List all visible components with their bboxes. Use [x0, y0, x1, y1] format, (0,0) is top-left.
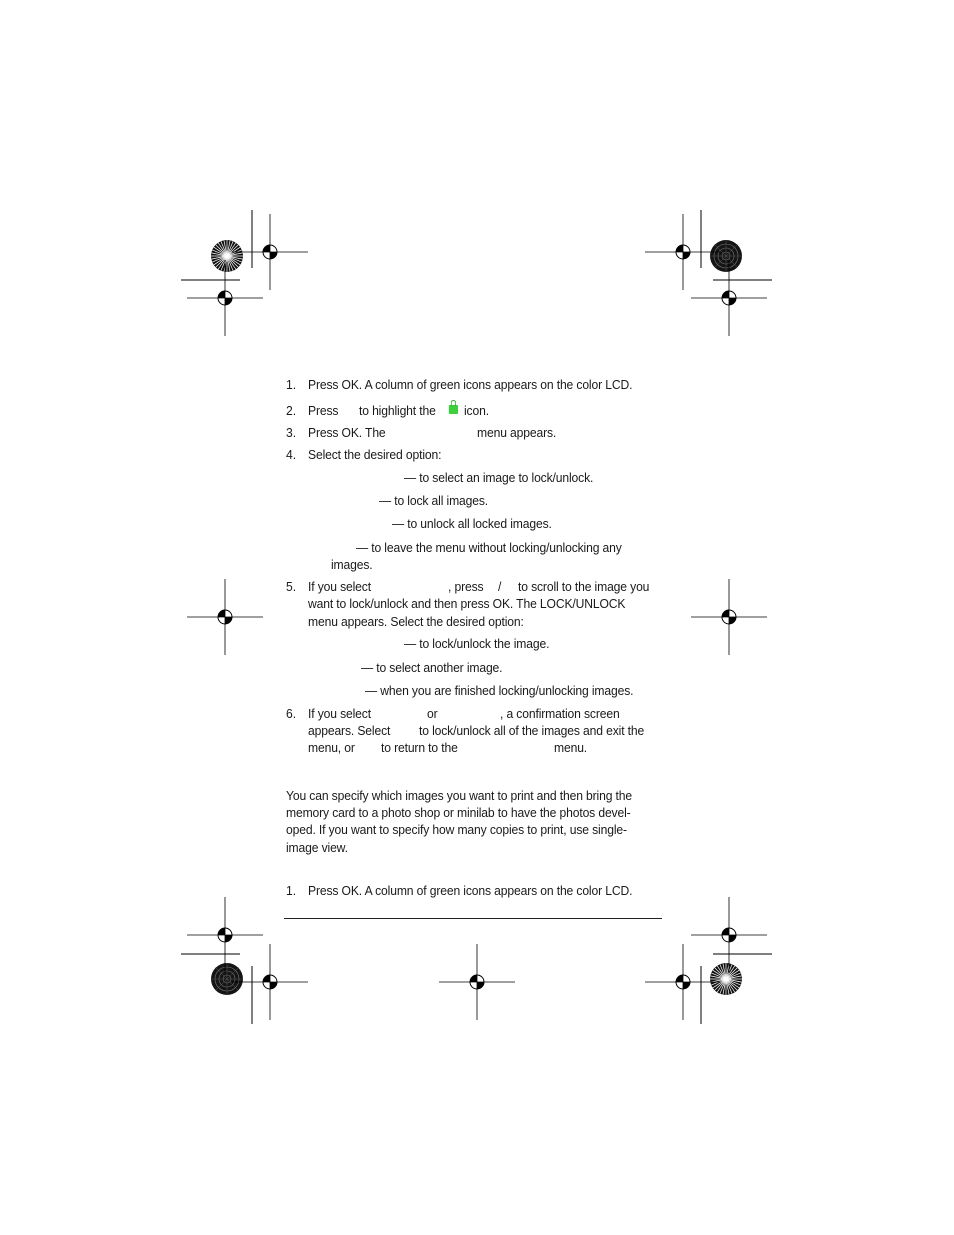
step-text-highlight: to highlight the: [359, 403, 436, 418]
option-text: — to unlock all locked images.: [392, 516, 552, 531]
step-text-icon: icon.: [464, 403, 489, 418]
step-text: If you select: [308, 579, 371, 594]
step-text-press-ok: Press OK. The: [308, 425, 386, 440]
option-text: — to leave the menu without locking/unlocking any: [356, 540, 622, 555]
step-text: menu.: [554, 740, 588, 755]
step-number: 3.: [286, 425, 297, 440]
step-text-press: Press: [308, 403, 339, 418]
step-text: appears. Select: [308, 723, 391, 738]
option-text: — to select an image to lock/unlock.: [404, 470, 594, 485]
step-text: menu appears. Select the desired option:: [308, 614, 524, 629]
step-number: 1.: [286, 883, 297, 898]
step-text: If you select: [308, 706, 371, 721]
option-text-continued: images.: [331, 557, 373, 572]
step-text: Press OK. A column of green icons appears on the color LCD.: [308, 377, 633, 392]
body-paragraph-line: memory card to a photo shop or minilab to have the photos devel-: [286, 805, 631, 820]
step-text: Select the desired option:: [308, 447, 442, 462]
step-number: 5.: [286, 579, 297, 594]
step-text: Press OK. A column of green icons appears on the color LCD.: [308, 883, 633, 898]
step-text-menu-appears: menu appears.: [477, 425, 557, 440]
step-text: /: [498, 579, 502, 594]
step-text: to lock/unlock all of the images and exit the: [419, 723, 645, 738]
step-text: want to lock/unlock and then press OK. The LOCK/UNLOCK: [308, 596, 626, 611]
step-number: 4.: [286, 447, 297, 462]
body-paragraph-line: image view.: [286, 840, 348, 855]
option-text: — to lock all images.: [379, 493, 489, 508]
option-text: — to lock/unlock the image.: [404, 636, 550, 651]
lock-icon: [447, 400, 460, 417]
step-text: , a confirmation screen: [500, 706, 620, 721]
step-text: menu, or: [308, 740, 355, 755]
body-paragraph-line: You can specify which images you want to print and then bring the: [286, 788, 633, 803]
step-text: to scroll to the image you: [518, 579, 650, 594]
option-text: — when you are finished locking/unlocking images.: [365, 683, 634, 698]
body-paragraph-line: oped. If you want to specify how many copies to print, use single-: [286, 822, 627, 837]
step-number: 2.: [286, 403, 297, 418]
step-text: or: [427, 706, 438, 721]
step-number: 1.: [286, 377, 297, 392]
step-text: to return to the: [381, 740, 458, 755]
step-number: 6.: [286, 706, 297, 721]
option-text: — to select another image.: [361, 660, 503, 675]
footer-rule: [284, 918, 662, 919]
step-text: , press: [448, 579, 484, 594]
